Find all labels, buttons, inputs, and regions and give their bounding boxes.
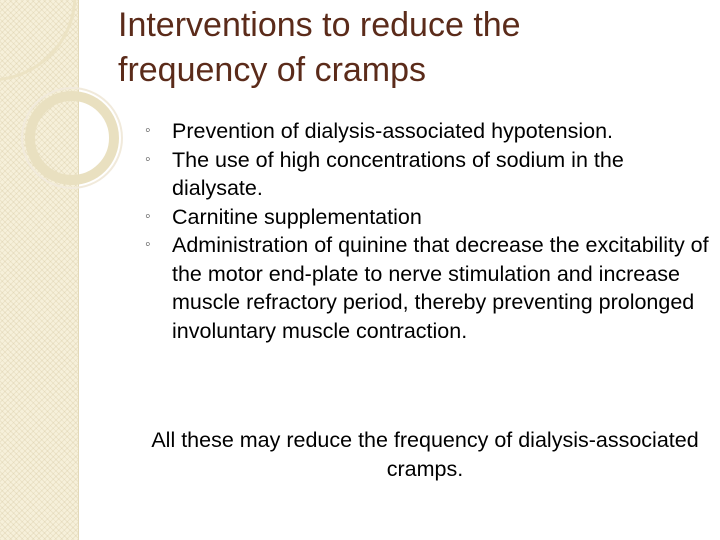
- bullet-marker: ◦: [145, 122, 151, 139]
- bullet-text: Prevention of dialysis-associated hypotension.: [172, 119, 614, 143]
- bullet-item: [145, 117, 715, 146]
- bullet-list: [145, 117, 715, 345]
- ring-medium: [30, 96, 114, 180]
- ring-large-outline: [0, 0, 75, 80]
- bullet-marker: ◦: [145, 236, 151, 253]
- ring-medium-outline: [22, 88, 122, 188]
- bullet-item: [145, 203, 715, 232]
- bullet-text: The use of high concentrations of sodium in the dialysate.: [172, 147, 624, 200]
- bullet-item: [145, 146, 715, 203]
- bullet-item: [145, 231, 715, 345]
- bullet-text: Carnitine supplementation: [172, 204, 422, 229]
- bullet-marker: ◦: [145, 150, 151, 168]
- slide-title: Interventions to reduce the frequency of cramps: [118, 6, 521, 89]
- bullet-text: Administration of quinine that decrease the excitability of the motor end-plate to nerve stimulation and increase muscle refractory period, thereby preventing prolonged involuntary muscle contraction.: [172, 233, 709, 343]
- summary-text: All these may reduce the frequency of dialysis-associated cramps.: [151, 428, 699, 481]
- bullet-marker: ◦: [145, 207, 151, 225]
